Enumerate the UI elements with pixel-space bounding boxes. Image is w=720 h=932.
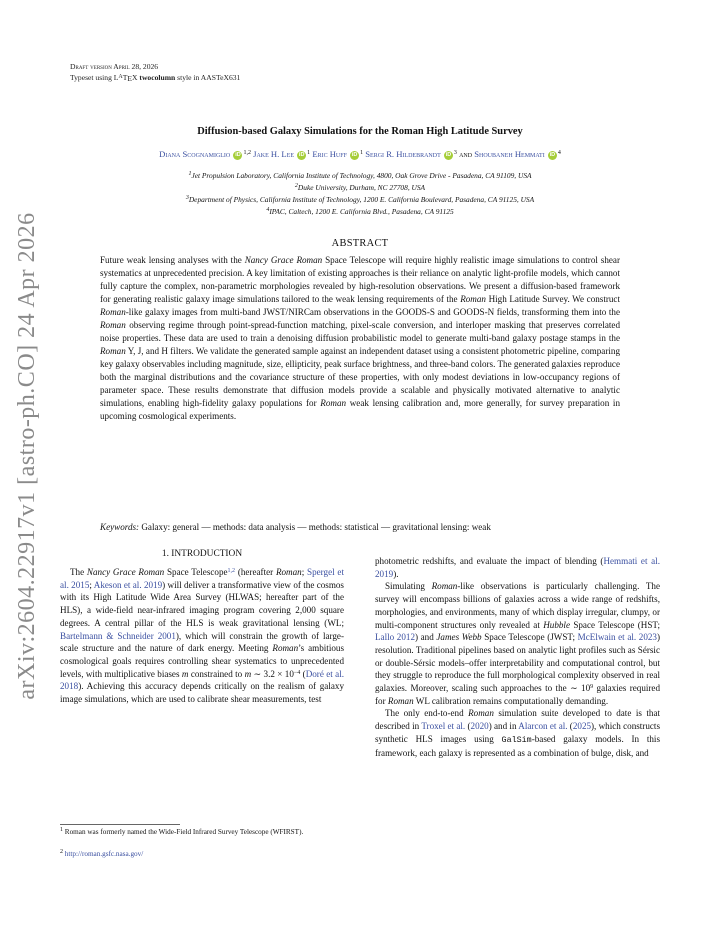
- keywords-text: Galaxy: general — methods: data analysis — methods: statistical — gravitational lensing: weak: [141, 522, 491, 532]
- intro-paragraph-left: The Nancy Grace Roman Space Telescope$^{1,2}$ (hereafter Roman; Spergel et al. 2015; Akeson et al. 2019) will deliver a transformative view of the cosmos with its High Latitude Wide Area Survey (HLWAS; hereafter part of the HLS), a wide-field near-infrared imaging program covering 2,000 square degrees. A central pillar of the HLS is weak gravitational lensing (WL; Bartelmann & Schneider 2001), which will constrain the growth of large-scale structure and the nature of dark energy. Meeting Roman’s ambitious cosmological goals requires controlling shear systematics to unprecedented levels, with multiplicative biases m constrained to m ∼ $3.2 \times 10^{-4}$ (Doré et al. 2018). Achieving this accuracy depends critically on the realism of galaxy image simulations, which are used to calibrate shear measurements, test: [60, 567, 345, 705]
- affiliation: $^2$Duke University, Durham, NC 27708, USA: [294, 183, 426, 192]
- footnote: $^1$ Roman was formerly named the Wide-Field Infrared Survey Telescope (WFIRST).: [60, 827, 304, 836]
- draft-version-text: Draft version April 28, 2026: [70, 62, 159, 71]
- keywords: [100, 521, 620, 534]
- author-sup: 1: [307, 150, 311, 156]
- section-heading: 1. INTRODUCTION: [161, 549, 243, 559]
- author-list: [40, 149, 680, 160]
- abstract-body: Future weak lensing analyses with the Nancy Grace Roman Space Telescope will require highly realistic image simulations to control shear systematics at unprecedented precision. A key limitation of existing approaches is their reliance on analytic light-profile models, which cannot fully capture the complex, non-parametric morphologies revealed by high-resolution observations. We present a diffusion-based framework for generating realistic galaxy image simulations tailored to the weak lensing requirements of the Roman High Latitude Survey. We construct Roman-like galaxy images from multi-band JWST/NIRCam observations in the GOODS-S and GOODS-N fields, transforming them into the Roman observing regime through point-spread-function matching, pixel-scale conversion, and interloper masking that preserves correlated noise properties. These data are used to train a denoising diffusion probabilistic model to generate multi-band galaxy postage stamps in the Roman Y, J, and H filters. We validate the generated sample against an independent dataset using a consistent photometric pipeline, comparing key galaxy observables including magnitude, size, ellipticity, peak surface brightness, and three-band colors. The generated galaxies reproduce both the marginal distributions and the covariance structure of these properties, with only modest deviations in low-occupancy regions of parameter space. These results demonstrate that diffusion models provide a scalable and physically motivated alternative to analytic simulations, enabling high-fidelity galaxy populations for Roman weak lensing calibration and, more generally, for survey preparation in upcoming cosmological experiments.: [100, 255, 620, 421]
- orcid-icon[interactable]: iD: [549, 152, 556, 158]
- author-sup: 1,2: [243, 150, 251, 156]
- affiliation: $^3$Department of Physics, California Institute of Technology, 1200 E. California Boulevard, Pasadena, CA 91125, USA: [185, 195, 535, 204]
- author-conjunction: and: [459, 149, 473, 159]
- footnote-rule: [60, 824, 180, 825]
- author-name[interactable]: Eric Huff: [312, 149, 347, 159]
- author-sup: 3: [453, 150, 457, 156]
- author-sup: 1: [360, 150, 364, 156]
- author-name[interactable]: Jake H. Lee: [253, 149, 295, 159]
- paper-title: Diffusion-based Galaxy Simulations for the Roman High Latitude Survey: [197, 126, 523, 137]
- author-name[interactable]: Shoubaneh Hemmati: [474, 149, 545, 159]
- abstract-heading: ABSTRACT: [331, 238, 389, 249]
- footnote-link[interactable]: $^2$ http://roman.gsfc.nasa.gov/: [60, 849, 144, 858]
- keywords-label: Keywords:: [100, 522, 140, 532]
- author-name[interactable]: Diana Scognamiglio: [159, 149, 231, 159]
- author-sup: 4: [557, 150, 561, 156]
- author-name[interactable]: Sergi R. Hildebrandt: [365, 149, 441, 159]
- draft-version: [70, 62, 158, 72]
- orcid-icon[interactable]: iD: [235, 152, 241, 158]
- intro-paragraph-right: photometric redshifts, and evaluate the impact of blending (Hemmati et al. 2019). Simulating Roman-like observations is particularly challenging. The survey will encompass billions of galaxies across a wide range of redshifts, morphologies, and environments, many of which display irregular, clumpy, or multi-component structures only revealed at Hubble Space Telescope (HST; Lallo 2012) and James Webb Space Telescope (JWST; McElwain et al. 2023) resolution. Traditional pipelines based on analytic light profiles such as Sérsic or double-Sérsic models–offer interpretability and computational control, but they struggle to reproduce the full morphological complexity observed in real galaxies. Moreover, scaling such approaches to the ∼ $10^9$ galaxies required for Roman WL calibration remains computationally demanding. The only end-to-end Roman simulation suite developed to date is that described in Troxel et al. (2020) and in Alarcon et al. (2025), which constructs synthetic HLS images using GalSim-based galaxy models. In this framework, each galaxy is represented as a combination of bulge, disk, and: [375, 556, 661, 758]
- orcid-icon[interactable]: iD: [298, 152, 305, 158]
- affiliation: $^1$Jet Propulsion Laboratory, California Institute of Technology, 4800, Oak Grove Drive - Pasadena, CA 91109, USA: [188, 171, 532, 180]
- typeset-note: Typeset using $L^ATEX$ twocolumn style in AASTeX631: [70, 73, 241, 83]
- arxiv-identifier: arXiv:2604.22917v1 [astro-ph.CO] 24 Apr 2026: [14, 212, 40, 700]
- orcid-icon[interactable]: iD: [351, 152, 358, 158]
- affiliation: $^4$IPAC, Caltech, 1200 E. California Blvd., Pasadena, CA 91125: [266, 207, 454, 216]
- orcid-icon[interactable]: iD: [445, 152, 452, 158]
